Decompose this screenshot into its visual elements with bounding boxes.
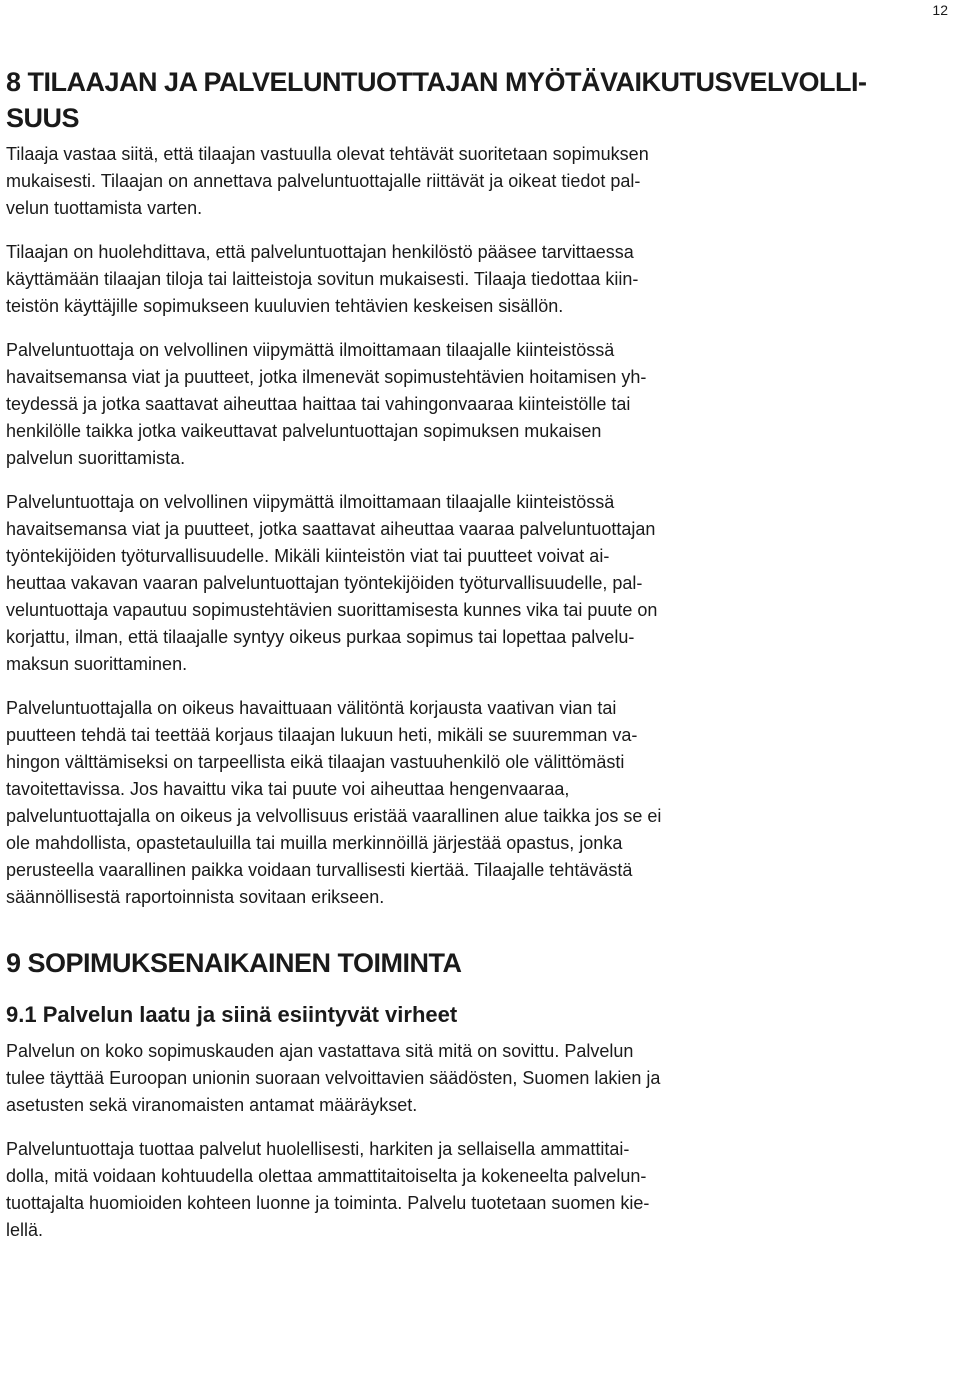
paragraph: Palveluntuottaja tuottaa palvelut huolellisesti, harkiten ja sellaisella ammattitai- dolla, mitä voidaan kohtuudella olettaa ammattitaitoiselta ja kokeneelta palvelun- tuottajalta huomioiden kohteen luonne ja toiminta. Palvelu tuotetaan suomen kie- lellä.	[6, 1139, 650, 1240]
section-8-heading: 8 TILAAJAN JA PALVELUNTUOTTAJAN MYÖTÄVAIKUTUSVELVOLLI- SUUS	[6, 67, 867, 133]
paragraph: Tilaaja vastaa siitä, että tilaajan vastuulla olevat tehtävät suoritetaan sopimuksen mukaisesti. Tilaajan on annettava palveluntuottajalle riittävät ja oikeat tiedot pal- velun tuottamista varten.	[6, 144, 649, 218]
paragraph: Palvelun on koko sopimuskauden ajan vastattava sitä mitä on sovittu. Palvelun tulee täyttää Euroopan unionin suoraan velvoittavien säädösten, Suomen lakien ja asetusten sekä viranomaisten antamat määräykset.	[6, 1041, 661, 1115]
section-8	[6, 64, 946, 911]
subsection-9-1-heading: 9.1 Palvelun laatu ja siinä esiintyvät virheet	[6, 1002, 458, 1027]
section-9	[6, 945, 946, 1244]
paragraph: Palveluntuottaja on velvollinen viipymättä ilmoittamaan tilaajalle kiinteistössä havaitsemansa viat ja puutteet, jotka saattavat aiheuttaa vaaraa palveluntuottajan työntekijöiden työturvallisuudelle. Mikäli kiinteistön viat tai puutteet voivat ai- heuttaa vakavan vaaran palveluntuottajan työntekijöiden työturvallisuudelle, pal- veluntuottaja vapautuu sopimustehtävien suorittamisesta kunnes vika tai puute on korjattu, ilman, että tilaajalle syntyy oikeus purkaa sopimus tai lopettaa palvelu- maksun suorittaminen.	[6, 492, 658, 674]
page-number: 12	[932, 2, 948, 18]
paragraph: Palveluntuottaja on velvollinen viipymättä ilmoittamaan tilaajalle kiinteistössä havaitsemansa viat ja puutteet, jotka ilmenevät sopimustehtävien hoitamisen yh- teydessä ja jotka saattavat aiheuttaa haittaa tai vahingonvaaraa kiinteistölle tai henkilölle taikka jotka vaikeuttavat palveluntuottajan sopimuksen mukaisen palvelun suorittamista.	[6, 340, 647, 468]
paragraph: Palveluntuottajalla on oikeus havaittuaan välitöntä korjausta vaativan vian tai puutteen tehdä tai teettää korjaus tilaajan lukuun heti, mikäli se suuremman va- hingon välttämiseksi on tarpeellista eikä tilaajan vastuuhenkilö ole välittömästi tavoitettavissa. Jos havaittu vika tai puute voi aiheuttaa hengenvaaraa, palveluntuottajalla on oikeus ja velvollisuus eristää vaarallinen alue taikka jos se ei ole mahdollista, opastetauluilla tai muilla merkinnöillä järjestää opastus, jonka perusteella vaarallinen paikka voidaan turvallisesti kiertää. Tilaajalle tehtävästä säännöllisestä raportoinnista sovitaan erikseen.	[6, 698, 662, 907]
section-9-heading: 9 SOPIMUKSENAIKAINEN TOIMINTA	[6, 948, 462, 978]
document-body	[6, 64, 946, 1261]
paragraph: Tilaajan on huolehdittava, että palveluntuottajan henkilöstö pääsee tarvittaessa käyttämään tilaajan tiloja tai laitteistoja sovitun mukaisesti. Tilaaja tiedottaa kiin- teistön käyttäjille sopimukseen kuuluvien tehtävien keskeisen sisällön.	[6, 242, 639, 316]
